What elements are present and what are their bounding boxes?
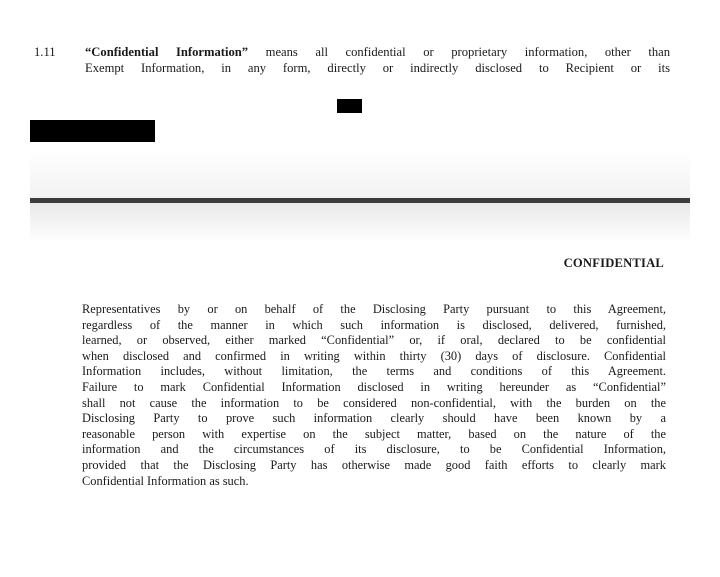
body-line: Confidential Information as such. <box>82 473 249 488</box>
page-bottom-shade <box>30 150 690 198</box>
body-line: shall not cause the information to be considered non-confidential, with the burden on the <box>82 395 666 410</box>
body-line: Representatives by or on behalf of the Disclosing Party pursuant to this Agreement, <box>82 302 666 316</box>
defined-term: “Confidential Information” <box>85 45 249 59</box>
redaction-block-large <box>30 120 155 142</box>
body-line: when disclosed and confirmed in writing within thirty (30) days of disclosure. Confidential <box>82 348 666 363</box>
body-line: regardless of the manner in which such information is disclosed, delivered, furnished, <box>82 317 666 332</box>
confidential-header: CONFIDENTIAL <box>563 256 664 270</box>
clause-number: 1.11 <box>34 45 56 59</box>
clause-line-1 <box>85 44 670 60</box>
body-line: Information includes, without limitation, the terms and conditions of this Agreement. <box>82 364 666 379</box>
page-top-shade <box>30 203 690 243</box>
clause-text <box>85 44 670 76</box>
body-paragraph <box>82 302 666 489</box>
clause-line-1-rest: means all confidential or proprietary information, other than <box>248 45 670 59</box>
body-line: information and the circumstances of its disclosure, to be Confidential Information, <box>82 442 666 457</box>
redaction-block-small <box>337 99 362 113</box>
body-line: reasonable person with expertise on the subject matter, based on the nature of the <box>82 426 666 441</box>
body-line: provided that the Disclosing Party has otherwise made good faith efforts to clearly mark <box>82 457 666 472</box>
body-line: learned, or observed, either marked “Confidential” or, if oral, declared to be confidential <box>82 333 666 348</box>
clause-line-2: Exempt Information, in any form, directly or indirectly disclosed to Recipient or its <box>85 61 670 75</box>
body-line: Failure to mark Confidential Information disclosed in writing hereunder as “Confidential” <box>82 379 666 394</box>
body-line: Disclosing Party to prove such information clearly should have been known by a <box>82 411 666 426</box>
